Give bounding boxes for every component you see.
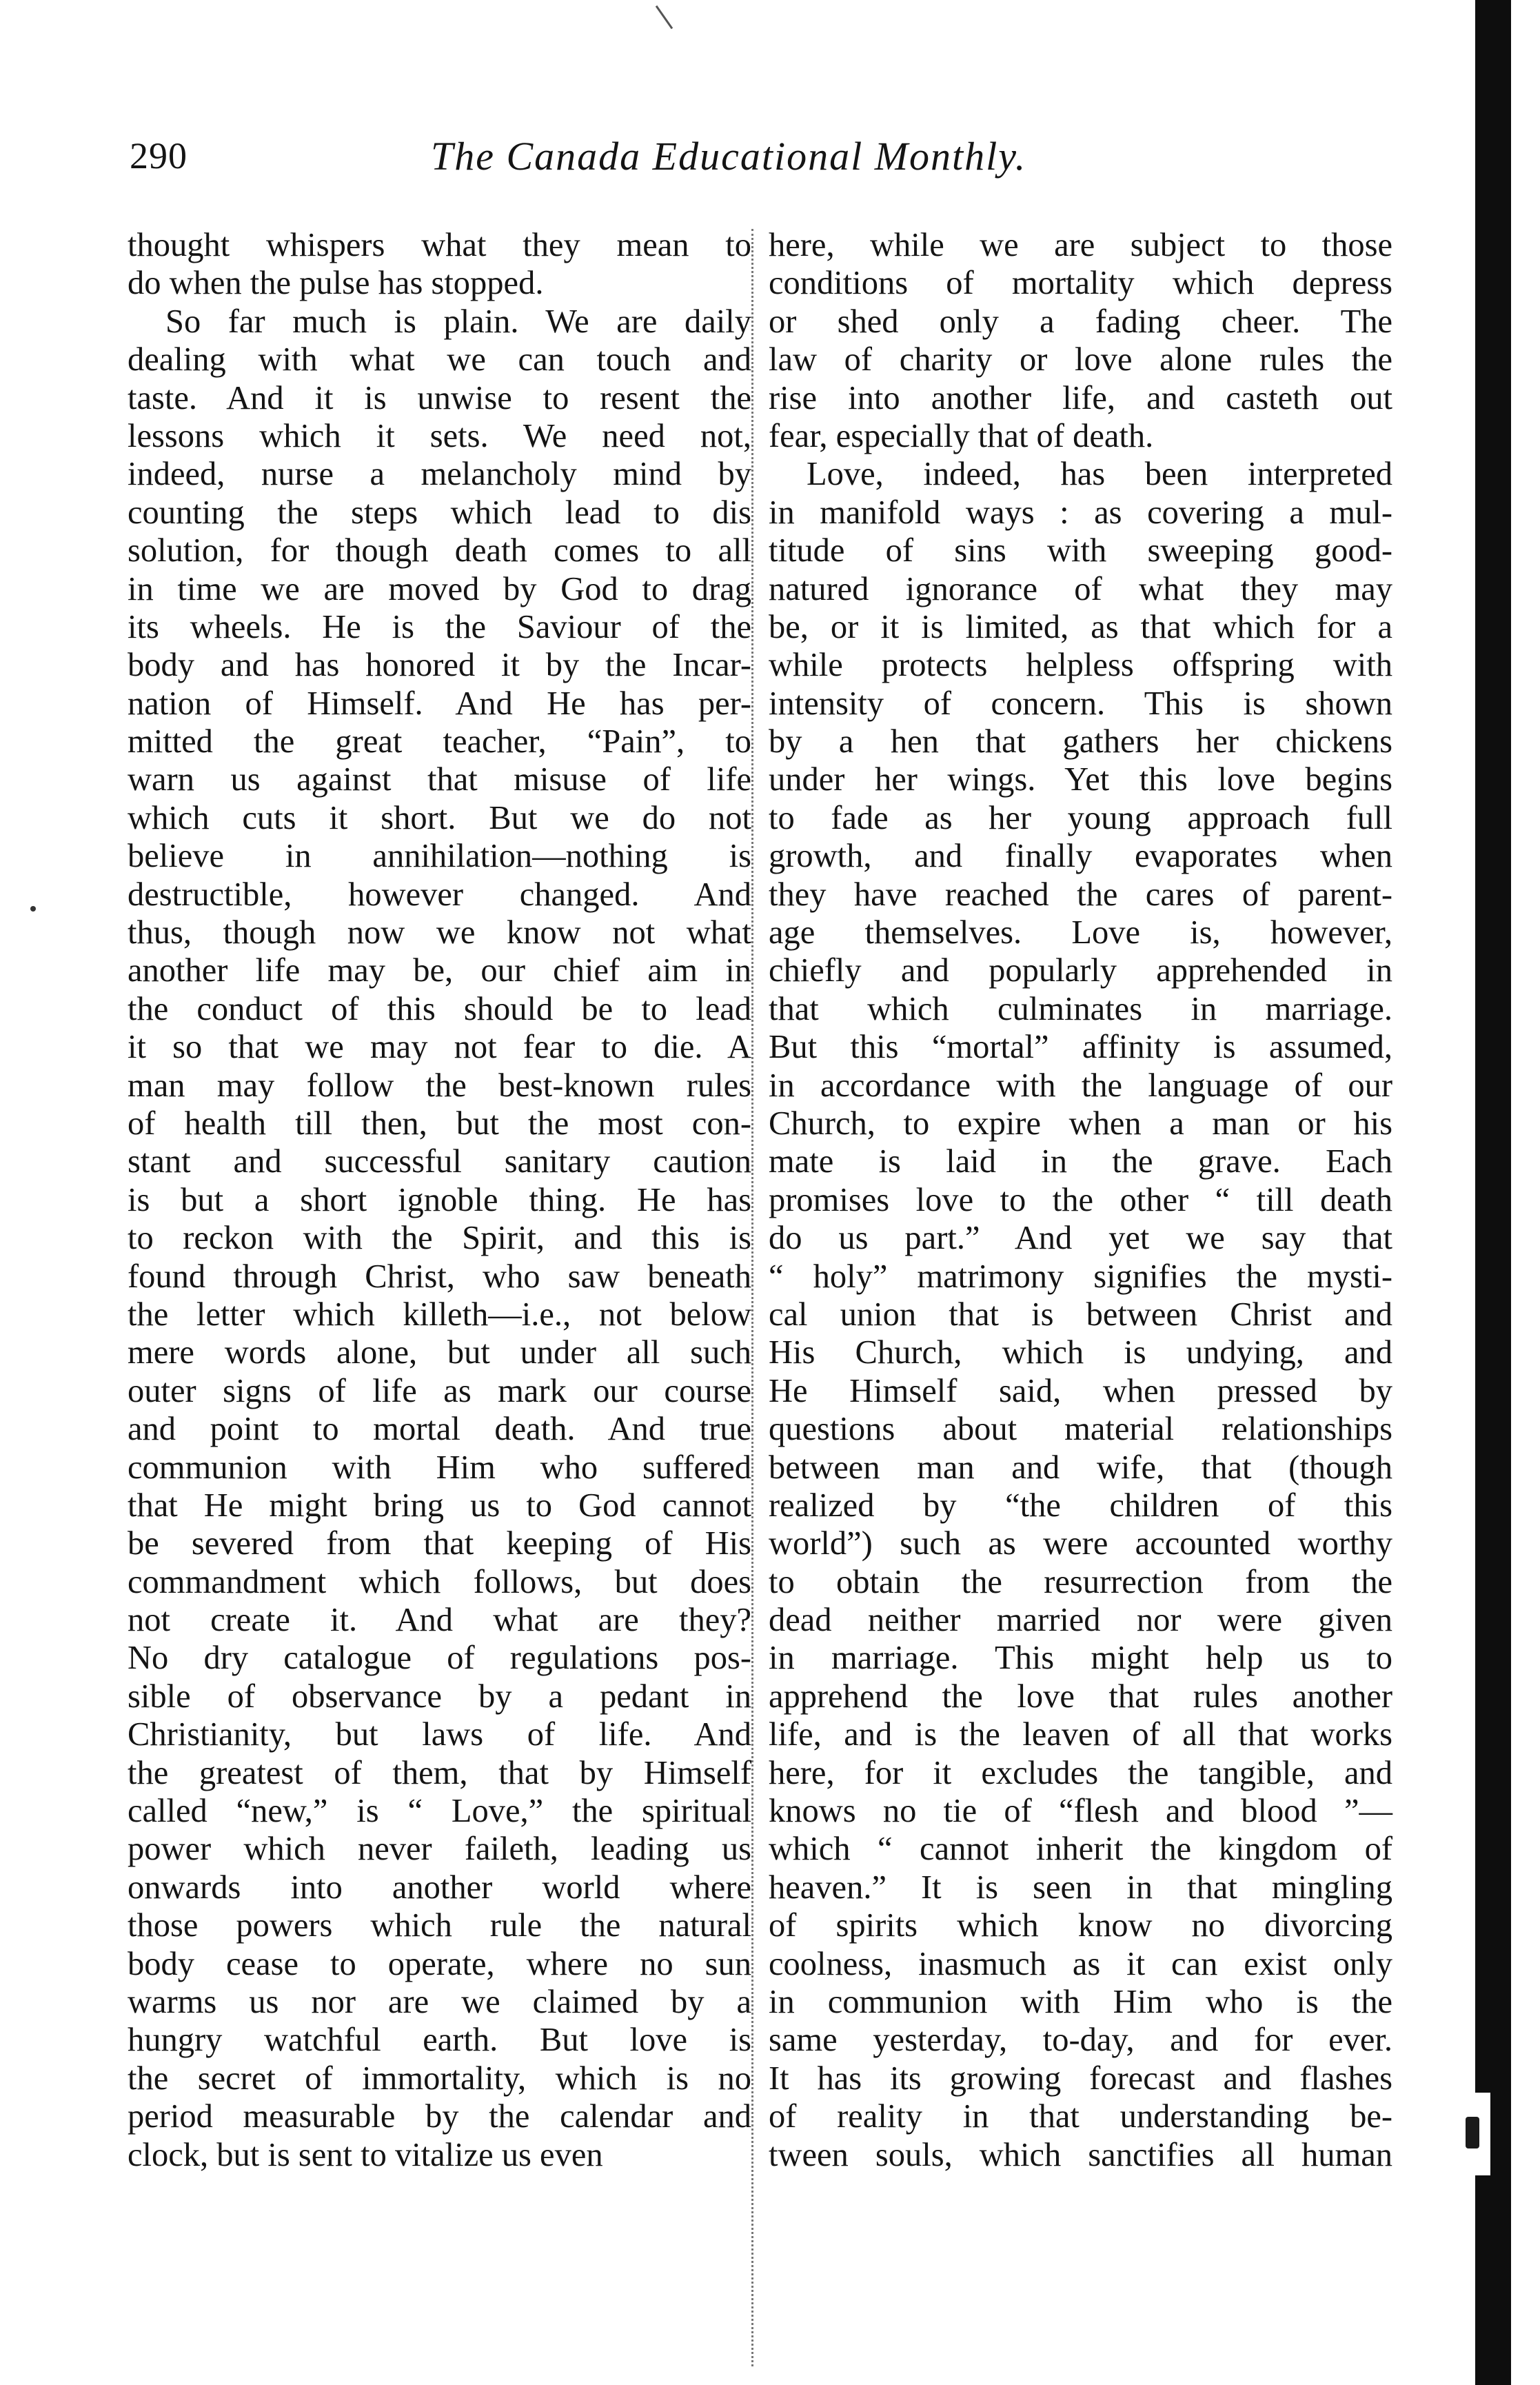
text-line: warms us nor are we claimed by a xyxy=(128,1983,751,2020)
text-line: the greatest of them, that by Himself xyxy=(128,1754,751,1791)
text-line: to reckon with the Spirit, and this is xyxy=(128,1220,751,1257)
text-line: mitted the great teacher, “Pain”, to xyxy=(128,723,751,761)
text-line: cal union that is between Christ and xyxy=(769,1296,1392,1333)
text-line: life, and is the leaven of all that works xyxy=(769,1716,1392,1753)
scan-dot xyxy=(30,906,36,912)
text-line: body and has honored it by the Incar- xyxy=(128,647,751,684)
text-line: same yesterday, to-day, and for ever. xyxy=(769,2022,1392,2059)
text-line: that He might bring us to God cannot xyxy=(128,1487,751,1524)
text-line: not create it. And what are they? xyxy=(128,1602,751,1639)
text-line: to obtain the resurrection from the xyxy=(769,1563,1392,1600)
scan-edge-bar xyxy=(1475,0,1511,2385)
text-line: So far much is plain. We are daily xyxy=(165,303,751,340)
text-line: another life may be, our chief aim in xyxy=(128,952,751,989)
right-text-column xyxy=(769,226,1392,2174)
text-line: and point to mortal death. And true xyxy=(128,1411,751,1448)
scan-edge-mark xyxy=(1466,2117,1479,2148)
text-line: fear, especially that of death. xyxy=(769,417,1154,454)
text-line: Love, indeed, has been interpreted xyxy=(807,456,1392,493)
text-line: man may follow the best-known rules xyxy=(128,1067,751,1104)
text-line: or shed only a fading cheer. The xyxy=(769,303,1392,340)
text-line: world”) such as were accounted worthy xyxy=(769,1525,1392,1562)
text-line: thought whispers what they mean to xyxy=(128,227,751,263)
text-line: dead neither married nor were given xyxy=(769,1602,1392,1639)
text-line: under her wings. Yet this love begins xyxy=(769,761,1392,798)
text-line: No dry catalogue of regulations pos- xyxy=(128,1640,751,1677)
text-line: to fade as her young approach full xyxy=(769,799,1392,836)
running-head-title: The Canada Educational Monthly. xyxy=(431,134,1027,179)
text-line: commandment which follows, but does xyxy=(128,1563,751,1600)
text-line: tween souls, which sanctifies all human xyxy=(769,2136,1392,2173)
text-line: be, or it is limited, as that which for a xyxy=(769,608,1392,645)
text-line: while protects helpless offspring with xyxy=(769,647,1392,684)
text-line: in marriage. This might help us to xyxy=(769,1640,1392,1677)
text-line: knows no tie of “flesh and blood ”— xyxy=(769,1793,1392,1830)
text-line: mere words alone, but under all such xyxy=(128,1334,751,1371)
text-line: natured ignorance of what they may xyxy=(769,570,1392,607)
text-line: onwards into another world where xyxy=(128,1869,751,1906)
text-line: the conduct of this should be to lead xyxy=(128,990,751,1027)
text-line: here, for it excludes the tangible, and xyxy=(769,1754,1392,1791)
text-line: the secret of immortality, which is no xyxy=(128,2060,751,2097)
text-line: taste. And it is unwise to resent the xyxy=(128,379,751,416)
text-line: here, while we are subject to those xyxy=(769,227,1392,263)
text-line: do when the pulse has stopped. xyxy=(128,265,544,302)
text-line: in communion with Him who is the xyxy=(769,1983,1392,2020)
text-line: indeed, nurse a melancholy mind by xyxy=(128,456,751,493)
text-line: of reality in that understanding be- xyxy=(769,2098,1392,2135)
text-line: sible of observance by a pedant in xyxy=(128,1678,751,1715)
text-line: nation of Himself. And He has per- xyxy=(128,685,751,722)
text-line: mate is laid in the grave. Each xyxy=(769,1143,1392,1180)
text-line: of spirits which know no divorcing xyxy=(769,1907,1392,1944)
text-line: in time we are moved by God to drag xyxy=(128,570,751,607)
text-line: coolness, inasmuch as it can exist only xyxy=(769,1945,1392,1982)
text-line: law of charity or love alone rules the xyxy=(769,341,1392,379)
text-line: Christianity, but laws of life. And xyxy=(128,1716,751,1753)
text-line: which “ cannot inherit the kingdom of xyxy=(769,1831,1392,1868)
text-line: its wheels. He is the Saviour of the xyxy=(128,608,751,645)
scan-speck xyxy=(656,6,673,29)
text-line: by a hen that gathers her chickens xyxy=(769,723,1392,761)
text-line: rise into another life, and casteth out xyxy=(769,379,1392,416)
text-line: body cease to operate, where no sun xyxy=(128,1945,751,1982)
text-line: intensity of concern. This is shown xyxy=(769,685,1392,722)
text-line: But this “mortal” affinity is assumed, xyxy=(769,1029,1392,1066)
text-line: which cuts it short. But we do not xyxy=(128,799,751,836)
text-line: titude of sins with sweeping good- xyxy=(769,532,1392,570)
text-line: heaven.” It is seen in that mingling xyxy=(769,1869,1392,1906)
text-line: clock, but is sent to vitalize us even xyxy=(128,2136,603,2173)
text-line: do us part.” And yet we say that xyxy=(769,1220,1392,1257)
text-line: destructible, however changed. And xyxy=(128,876,751,913)
text-line: realized by “the children of this xyxy=(769,1487,1392,1524)
text-line: stant and successful sanitary caution xyxy=(128,1143,751,1180)
text-line: is but a short ignoble thing. He has xyxy=(128,1181,751,1218)
text-line: “ holy” matrimony signifies the mysti- xyxy=(769,1258,1392,1295)
text-line: of health till then, but the most con- xyxy=(128,1105,751,1142)
text-line: promises love to the other “ till death xyxy=(769,1181,1392,1218)
text-line: be severed from that keeping of His xyxy=(128,1525,751,1562)
text-line: in manifold ways : as covering a mul- xyxy=(769,494,1392,531)
text-line: His Church, which is undying, and xyxy=(769,1334,1392,1371)
text-line: He Himself said, when pressed by xyxy=(769,1372,1392,1409)
text-line: power which never faileth, leading us xyxy=(128,1831,751,1868)
text-line: dealing with what we can touch and xyxy=(128,341,751,379)
text-line: it so that we may not fear to die. A xyxy=(128,1029,751,1066)
text-line: solution, for though death comes to all xyxy=(128,532,751,570)
text-line: in accordance with the language of our xyxy=(769,1067,1392,1104)
text-line: apprehend the love that rules another xyxy=(769,1678,1392,1715)
text-line: period measurable by the calendar and xyxy=(128,2098,751,2135)
column-divider xyxy=(751,229,753,2366)
text-line: believe in annihilation—nothing is xyxy=(128,838,751,875)
text-line: the letter which killeth—i.e., not below xyxy=(128,1296,751,1333)
left-text-column xyxy=(128,226,751,2174)
text-line: age themselves. Love is, however, xyxy=(769,914,1392,952)
page-number: 290 xyxy=(130,135,188,177)
text-line: growth, and finally evaporates when xyxy=(769,838,1392,875)
text-line: warn us against that misuse of life xyxy=(128,761,751,798)
text-line: questions about material relationships xyxy=(769,1411,1392,1448)
text-line: they have reached the cares of parent- xyxy=(769,876,1392,913)
text-line: hungry watchful earth. But love is xyxy=(128,2022,751,2059)
text-line: It has its growing forecast and flashes xyxy=(769,2060,1392,2097)
text-line: communion with Him who suffered xyxy=(128,1449,751,1486)
text-line: outer signs of life as mark our course xyxy=(128,1372,751,1409)
text-line: conditions of mortality which depress xyxy=(769,265,1392,302)
text-line: found through Christ, who saw beneath xyxy=(128,1258,751,1295)
text-line: thus, though now we know not what xyxy=(128,914,751,952)
text-line: lessons which it sets. We need not, xyxy=(128,417,751,454)
text-line: between man and wife, that (though xyxy=(769,1449,1392,1486)
text-line: those powers which rule the natural xyxy=(128,1907,751,1944)
text-line: called “new,” is “ Love,” the spiritual xyxy=(128,1793,751,1830)
text-line: that which culminates in marriage. xyxy=(769,990,1392,1027)
text-line: counting the steps which lead to dis xyxy=(128,494,751,531)
text-line: chiefly and popularly apprehended in xyxy=(769,952,1392,989)
text-line: Church, to expire when a man or his xyxy=(769,1105,1392,1142)
